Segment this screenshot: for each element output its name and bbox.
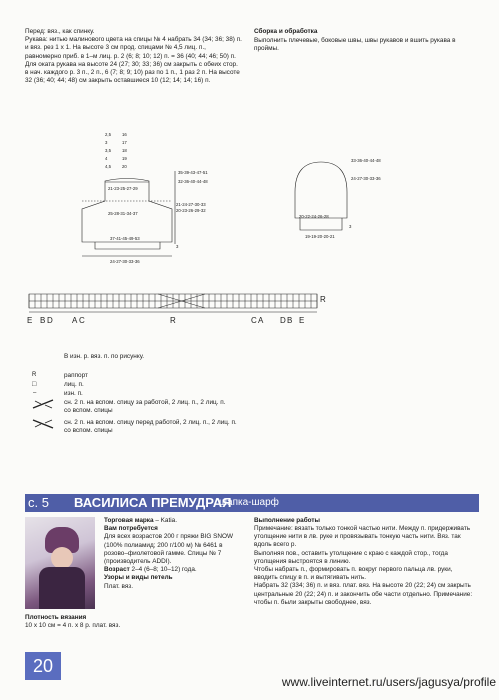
patterns-text: Плат. вяз.: [104, 582, 133, 590]
page-number: 20: [32, 656, 54, 676]
scarf-shape: [39, 567, 85, 609]
need-heading: Вам потребуется: [104, 525, 158, 533]
label-neck-width: 21-23-25-27-29: [108, 186, 138, 191]
label-height-2: 32-36-40-44-48: [178, 179, 208, 184]
chart-mark-left-3: D: [47, 316, 53, 325]
brand-value: – Katia.: [153, 517, 177, 524]
cable-right-cross-icon: [32, 419, 54, 429]
chart-mark-right-4: B: [287, 316, 293, 325]
need-text: Для всех возрастов 200 г пряжи BIG SNOW (100% полиамид; 200 г/100 м) № 6461 в розово–фиолетовой гамме. Спицы № 7 (производитель ADDI).: [104, 533, 234, 566]
label-height-3: 21-24-27-30-33: [176, 202, 206, 207]
label-bottom-1: 37-41-45-49-53: [110, 236, 140, 241]
legend: [32, 372, 292, 439]
sleeve-label-h2: 24-27-30-33-36: [351, 176, 381, 181]
label-height-1: 35-39-43-47-51: [178, 170, 208, 175]
info-column: [104, 517, 244, 591]
sleeve-label-rib: 3: [349, 224, 352, 229]
legend-purl: изн. п.: [64, 390, 83, 397]
sleeve-label-cuff: 19-19-20-20-21: [305, 234, 335, 239]
chart-mark-left-5: C: [79, 316, 85, 325]
purl-stitch-symbol: –: [33, 390, 37, 396]
chart-mark-left-4: A: [72, 316, 78, 325]
assembly-text: Выполнить плечевые, боковые швы, швы рукавов и вшить рукава в проймы.: [254, 37, 456, 53]
neck-col-1: 2,5: [105, 132, 111, 137]
label-yoke: 25-28-31-34-37: [108, 211, 138, 216]
chart-row-label: R: [320, 295, 326, 304]
sweater-instructions: Перед: вяз., как спинку. Рукава: нитью малинового цвета на спицы № 4 набрать 34 (34; 36; 38) п. и вяз. рез 1 х 1. На высоте 3 см прод. спицами № 4,5 лиц. п., равномерно приб. в 1–м лиц. р. 2 (6; 8; 10; 12) п. = 36 (40; 44; 46; 50) п. Для оката рукава на высоте 24 (27; 30; 33; 36) см закрыть с обеих стор. в нач. каждого р. 3 п., 2 п., 6 (7; 8; 9; 10) раз по 1 п., 1 раз 2 п. На высоте 32 (36; 40; 44; 48) см закрыть оставшиеся 10 (12; 14; 14; 16) п.: [25, 28, 242, 85]
neck-col-3: 3,5: [105, 148, 111, 153]
neck-col-8: 18: [122, 148, 127, 153]
section-title: ВАСИЛИСА ПРЕМУДРАЯ: [74, 495, 232, 510]
chart-mark-right-3: D: [280, 316, 286, 325]
knitting-chart: [25, 288, 345, 330]
work-heading: Выполнение работы: [254, 517, 321, 524]
knit-stitch-symbol: □: [32, 381, 37, 388]
cable-left-cross-icon: [32, 399, 54, 409]
neck-col-6: 16: [122, 132, 127, 137]
label-height-4: 20-23-26-29-32: [176, 208, 206, 213]
neck-col-2: 3: [105, 140, 108, 145]
neck-col-4: 4: [105, 156, 108, 161]
density-text: 10 х 10 см = 4 п. х 8 р. плат. вяз.: [25, 622, 121, 629]
sleeve-schematic: [285, 150, 395, 250]
legend-intro: В изн. р. вяз. п. по рисунку.: [64, 353, 145, 360]
legend-cable-left: сн. 2 п. на вспом. спицу за работой, 2 лиц. п., 2 лиц. п. со вспом. спицы: [64, 399, 226, 415]
age-value: 2–4 (6–8; 10–12) года.: [129, 566, 197, 574]
assembly-heading: Сборка и обработка: [254, 28, 318, 35]
neck-col-5: 4,5: [105, 164, 111, 169]
chart-mark-left-2: B: [40, 316, 46, 325]
sleeve-label-width: 20-22-24-26-28: [299, 214, 329, 219]
density-heading: Плотность вязания: [25, 614, 87, 621]
legend-knit: лиц. п.: [64, 381, 84, 388]
label-rib: 3: [176, 244, 179, 249]
body-schematic: [60, 126, 235, 271]
label-bottom-2: 24-27-30-33-36: [110, 259, 140, 264]
patterns-heading: Узоры и виды петель: [104, 574, 173, 582]
sleeve-label-h1: 33-36-40-44-48: [351, 158, 381, 163]
legend-repeat: раппорт: [64, 372, 88, 379]
chart-mark-right-5: E: [299, 316, 305, 325]
section-number: с. 5: [28, 495, 49, 510]
model-photo: [25, 517, 95, 609]
footer-url[interactable]: www.liveinternet.ru/users/jagusya/profile: [281, 675, 496, 689]
brand-label: Торговая марка: [104, 517, 154, 524]
face-shape: [51, 547, 73, 569]
neck-col-10: 20: [122, 164, 127, 169]
age-label: Возраст: [104, 566, 130, 574]
legend-cable-right: сн. 2 п. на вспом. спицу перед работой, 2 лиц. п., 2 лиц. п. со вспом. спицы: [64, 419, 237, 435]
chart-mark-right-2: A: [258, 316, 264, 325]
chart-mark-center: R: [170, 316, 176, 325]
neck-col-7: 17: [122, 140, 127, 145]
repeat-symbol: R: [32, 372, 37, 378]
section-subtitle: шапка-шарф: [219, 497, 279, 508]
neck-col-9: 19: [122, 156, 127, 161]
work-text: Примечание: вязать только тонкой частью нити. Между п. придерживать утолщение нити в лв. руке и провязывать тонкую часть нити. Вяз. так вдоль всего р. Выполняя пов., оставить утолщение с краю с каждой стор., тогда утолщения выстроятся в линию. Чтобы набрать п., формировать п. вокруг первого пальца лв. руки, вводить спицу в п. и вытягивать нить. Набрать 32 (334; 36) п. и вяз. плат. вяз. На высоте 20 (22; 24) см закрыть центральные 20 (22; 24) п. и закончить обе части отдельно. Примечание: чтобы п. были закрыты свободнее, вяз.: [254, 525, 473, 606]
chart-mark-right-1: C: [251, 316, 257, 325]
chart-mark-left-1: E: [27, 316, 33, 325]
